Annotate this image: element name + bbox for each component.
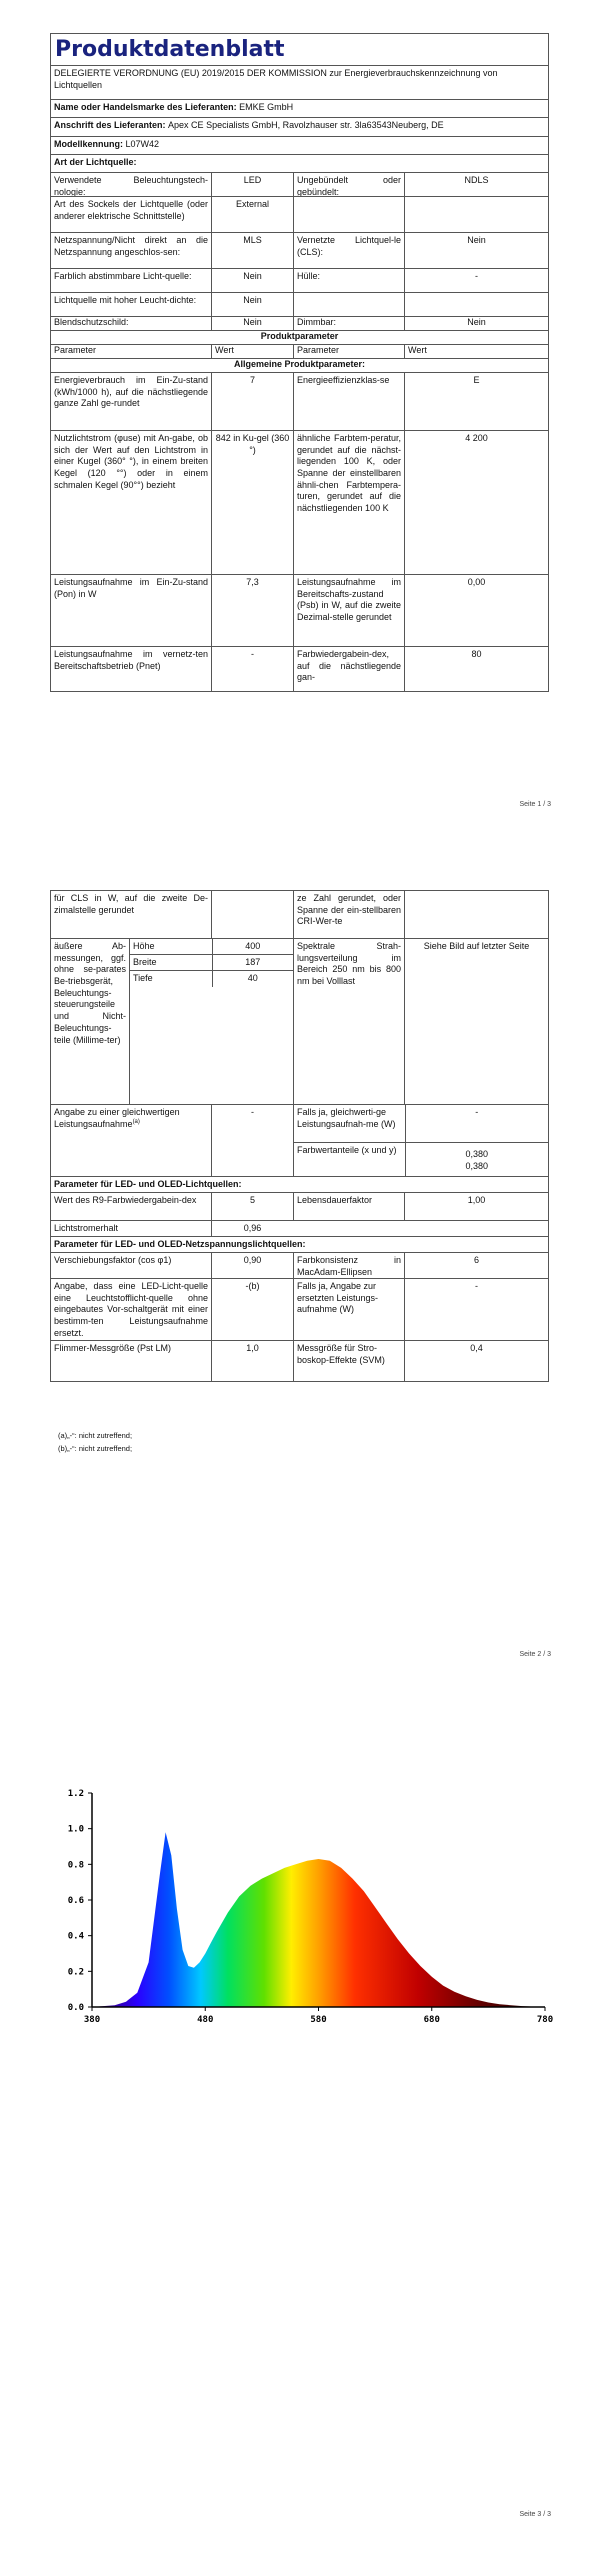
param-row xyxy=(51,575,548,647)
param-value: - xyxy=(211,647,293,691)
param-value xyxy=(211,891,293,938)
x-tick-label: 380 xyxy=(83,2015,101,2025)
param-label: Leistungsaufnahme im Ein-Zu-stand (Pon) in W xyxy=(54,577,208,599)
y-tick-label: 0.0 xyxy=(67,2003,84,2013)
param-value-2: 4 200 xyxy=(404,431,548,574)
type-row-value-2 xyxy=(404,293,548,316)
dimensions-label: äußere Ab-messungen, ggf. ohne se-parates Be-triebsgerät, Beleuchtungs-steuerungsteile und Nicht-Beleuchtungs-teile (Millime-ter) xyxy=(54,941,126,1045)
param-label: Angabe, dass eine LED-Licht-quelle eine Leuchtstofflicht-quelle ohne eingebautes Vor-schaltgerät mit einer bestimm-ten Leistungsaufnahme ersetzt. xyxy=(54,1281,208,1338)
param-row xyxy=(51,431,548,575)
param-label: Leistungsaufnahme im vernetz-ten Bereitschaftsbetrieb (Pnet) xyxy=(54,649,208,671)
param-row xyxy=(51,891,548,939)
param-label: für CLS in W, auf die zweite De-zimalstelle gerundet xyxy=(54,893,208,915)
equivalent-power-row xyxy=(51,1105,548,1177)
type-row-label: Art des Sockels der Lichtquelle (oder anderer elektrische Schnittstelle) xyxy=(54,199,208,221)
param-label-2: Farbwiedergabein-dex, auf die nächstliegende gan- xyxy=(293,647,404,691)
type-row-label: Verwendete Beleuchtungstech-nologie: xyxy=(54,175,208,196)
param-row xyxy=(51,647,548,691)
param-label-2: Messgröße für Stro-boskop-Effekte (SVM) xyxy=(293,1341,404,1381)
param-value: 7 xyxy=(211,373,293,430)
param-value: 842 in Ku-gel (360 °) xyxy=(211,431,293,574)
mains-params-header: Parameter für LED- und OLED-Netzspannungslichtquellen: xyxy=(54,1239,306,1249)
param-value-2: 80 xyxy=(404,647,548,691)
type-row-value: Nein xyxy=(211,317,293,330)
general-params-header: Allgemeine Produktparameter: xyxy=(233,359,366,369)
param-row xyxy=(51,373,548,431)
chromaticity-x: 0,380 xyxy=(465,1149,489,1159)
y-tick-label: 0.8 xyxy=(67,1860,84,1871)
param-row xyxy=(51,1279,548,1341)
dim-key: Höhe xyxy=(133,941,155,951)
chromaticity-y: 0,380 xyxy=(465,1160,489,1171)
dim-value: 400 xyxy=(212,939,294,954)
param-label-2: ähnliche Farbtem-peratur, gerundet auf die nächst-liegenden 100 K, oder Spanne der einstellbaren ähnli-chen Farbtempera-turen, gerundet auf die nächstliegenden 100 K xyxy=(293,431,404,574)
param-row xyxy=(51,1221,548,1237)
regulation-text: DELEGIERTE VERORDNUNG (EU) 2019/2015 DER KOMMISSION zur Energieverbrauchskennzeichnung von Lichtquellen xyxy=(54,68,498,90)
type-row xyxy=(51,173,548,197)
model-value: L07W42 xyxy=(125,139,160,149)
type-row-label-2: Vernetzte Lichtquel-le (CLS): xyxy=(293,233,404,268)
footnote-marker: (a) xyxy=(132,1118,140,1125)
param-head-row xyxy=(51,345,548,359)
param-value-2 xyxy=(404,891,548,938)
param-value-2: Siehe Bild auf letzter Seite xyxy=(404,939,548,1104)
dim-value: 40 xyxy=(212,971,294,987)
param-value-2: 0,4 xyxy=(404,1341,548,1381)
led-params-header: Parameter für LED- und OLED-Lichtquellen: xyxy=(54,1179,242,1189)
param-label: Angabe zu einer gleichwertigen Leistungsaufnahme xyxy=(54,1107,180,1129)
type-row-value: Nein xyxy=(211,293,293,316)
param-label: Verschiebungsfaktor (cos φ1) xyxy=(54,1255,172,1265)
x-tick-label: 580 xyxy=(310,2015,327,2025)
param-value-2: E xyxy=(404,373,548,430)
type-row-label-2: Ungebündelt oder gebündelt: xyxy=(293,173,404,196)
type-row xyxy=(51,269,548,293)
param-value: -(b) xyxy=(211,1279,293,1340)
dimensions-row xyxy=(51,939,548,1105)
supplier-label: Name oder Handelsmarke des Lieferanten: xyxy=(54,102,237,112)
x-tick-label: 480 xyxy=(197,2015,214,2025)
param-label: Wert des R9-Farbwiedergabein-dex xyxy=(54,1195,197,1205)
param-label-2 xyxy=(293,1221,404,1236)
param-value-2: - xyxy=(405,1105,548,1142)
dim-key: Breite xyxy=(133,957,157,967)
type-row-label-2 xyxy=(293,197,404,232)
type-row-value-2: Nein xyxy=(404,233,548,268)
supplier-value: EMKE GmbH xyxy=(239,102,294,112)
param-value-2 xyxy=(404,1221,548,1236)
y-tick-label: 1.2 xyxy=(67,1789,84,1799)
param-value-2: 6 xyxy=(404,1253,548,1278)
value-head: Wert xyxy=(211,345,293,358)
type-row-label: Farblich abstimmbare Licht-quelle: xyxy=(54,271,192,281)
type-row-value: External xyxy=(211,197,293,232)
param-head: Parameter xyxy=(54,345,97,355)
type-row-value-2: NDLS xyxy=(404,173,548,196)
footnote: (b)„-“: nicht zutreffend; xyxy=(58,1443,133,1453)
param-label-2: Lebensdauerfaktor xyxy=(293,1193,404,1220)
type-row-label-2: Dimmbar: xyxy=(293,317,404,330)
param-label: Nutzlichtstrom (φuse) mit An-gabe, ob sich der Wert auf den Lichtstrom in einer Kugel (360° °), in einem breiten Kegel (120 °°) oder in einem schmalen Kegel (90°°) bezieht xyxy=(54,433,208,490)
page-3 xyxy=(0,1720,603,2560)
type-row-label-2: Hülle: xyxy=(293,269,404,292)
y-tick-label: 1.0 xyxy=(67,1824,84,1835)
type-row-value-2: Nein xyxy=(404,317,548,330)
page-title: Produktdatenblatt xyxy=(51,34,548,66)
param-value: 1,0 xyxy=(211,1341,293,1381)
param-value-2: 0,00 xyxy=(404,575,548,646)
param-value: 0,90 xyxy=(211,1253,293,1278)
param-value: - xyxy=(211,1105,293,1176)
type-row xyxy=(51,293,548,317)
param-label-2: Leistungsaufnahme im Bereitschafts-zustand (Psb) in W, auf die zweite Dezimal-stelle gerundet xyxy=(293,575,404,646)
type-row xyxy=(51,317,548,331)
param-value: 5 xyxy=(211,1193,293,1220)
x-tick-label: 780 xyxy=(536,2015,554,2025)
param-row xyxy=(51,1253,548,1279)
spectrum-chart xyxy=(40,1775,560,2055)
param-label-2: Farbkonsistenz in MacAdam-Ellipsen xyxy=(293,1253,404,1278)
type-row xyxy=(51,233,548,269)
type-row-label: Blendschutzschild: xyxy=(54,317,129,327)
param-value: 7,3 xyxy=(211,575,293,646)
param-label: Flimmer-Messgröße (Pst LM) xyxy=(54,1343,172,1353)
type-row-value-2: - xyxy=(404,269,548,292)
type-row-value: MLS xyxy=(211,233,293,268)
address-label: Anschrift des Lieferanten: xyxy=(54,120,166,130)
address-value: Apex CE Specialists GmbH, Ravolzhauser str. 3la63543Neuberg, DE xyxy=(168,120,444,130)
y-tick-label: 0.2 xyxy=(67,1967,84,1978)
datasheet-table-2 xyxy=(50,890,549,1382)
y-tick-label: 0.4 xyxy=(67,1931,84,1942)
param-label: Energieverbrauch im Ein-Zu-stand (kWh/1000 h), auf die nächstliegende ganze Zahl ge-rundet xyxy=(54,375,208,409)
model-label: Modellkennung: xyxy=(54,139,123,149)
param-head-2: Parameter xyxy=(293,345,404,358)
type-row-label: Lichtquelle mit hoher Leucht-dichte: xyxy=(54,295,197,305)
param-value-2: - xyxy=(404,1279,548,1340)
y-tick-label: 0.6 xyxy=(67,1896,84,1906)
datasheet-table-1 xyxy=(50,33,549,692)
page-2 xyxy=(0,860,603,1720)
type-header: Art der Lichtquelle: xyxy=(54,157,137,167)
product-params-header: Produktparameter xyxy=(260,331,339,341)
type-row-label: Netzspannung/Nicht direkt an die Netzspannung angeschlos-sen: xyxy=(54,235,208,257)
page-1 xyxy=(0,0,603,860)
spectrum-area xyxy=(92,1832,545,2007)
param-label-2: Spektrale Strah-lungsverteilung im Bereich 250 nm bis 800 nm bei Volllast xyxy=(293,939,404,1104)
param-label-2: Falls ja, gleichwerti-ge Leistungsaufnah-me (W) xyxy=(297,1107,396,1129)
param-row xyxy=(51,1193,548,1221)
param-row xyxy=(51,1341,548,1381)
param-label-2: Falls ja, Angabe zur ersetzten Leistungs-aufnahme (W) xyxy=(293,1279,404,1340)
dim-key: Tiefe xyxy=(133,973,153,983)
footnote: (a)„-“: nicht zutreffend; xyxy=(58,1431,133,1440)
type-row xyxy=(51,197,548,233)
param-label-2: ze Zahl gerundet, oder Spanne der ein-stellbaren CRI-Wer-te xyxy=(293,891,404,938)
page-number: Seite 2 / 3 xyxy=(519,1651,551,1658)
x-tick-label: 680 xyxy=(423,2015,440,2025)
param-value-2: 1,00 xyxy=(404,1193,548,1220)
type-row-value: LED xyxy=(211,173,293,196)
value-head-2: Wert xyxy=(404,345,548,358)
page-number: Seite 3 / 3 xyxy=(519,2511,551,2518)
dim-value: 187 xyxy=(212,955,294,970)
param-label-2: Energieeffizienzklas-se xyxy=(293,373,404,430)
param-label: Lichtstromerhalt xyxy=(54,1223,119,1233)
chromaticity-label: Farbwertanteile (x und y) xyxy=(297,1145,397,1155)
dimensions-table xyxy=(129,939,293,1104)
page-number: Seite 1 / 3 xyxy=(519,801,551,808)
type-row-value: Nein xyxy=(211,269,293,292)
type-row-value-2 xyxy=(404,197,548,232)
param-value: 0,96 xyxy=(211,1221,293,1236)
type-row-label-2 xyxy=(293,293,404,316)
